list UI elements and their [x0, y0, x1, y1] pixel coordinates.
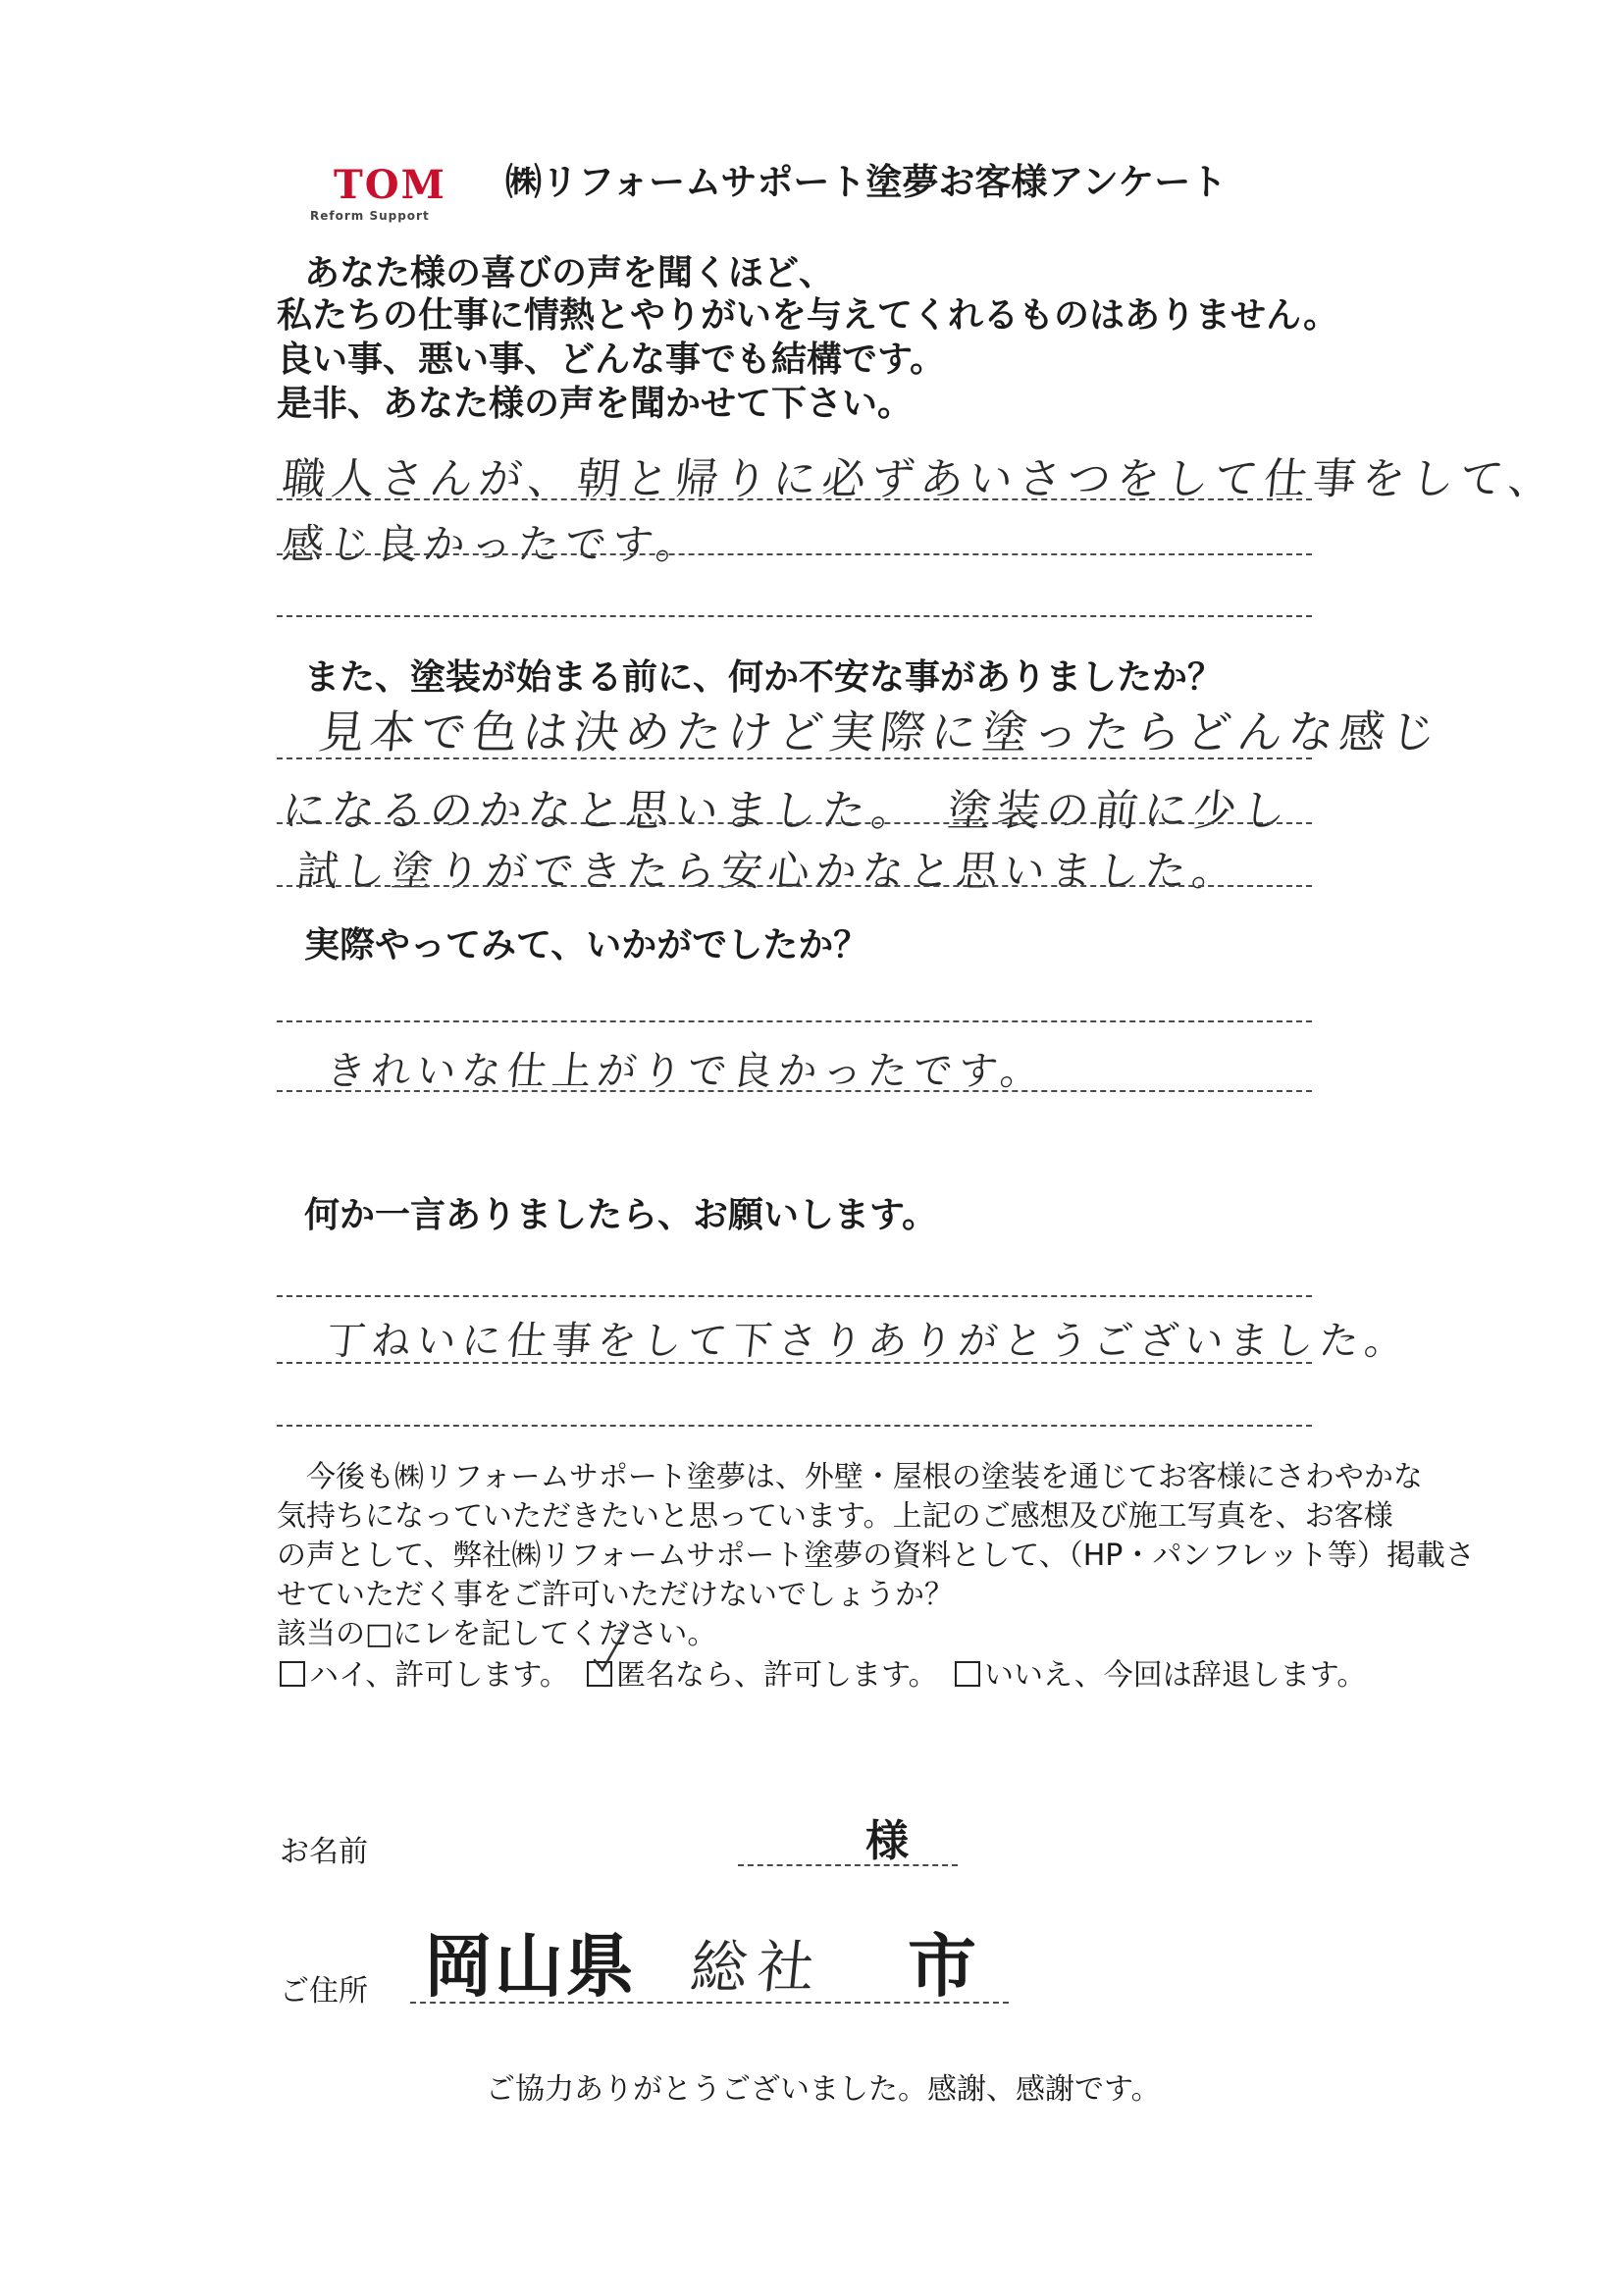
question-4: 何か一言ありましたら、お願いします。 — [304, 1195, 938, 1235]
answer3-rule-2 — [277, 1090, 1312, 1092]
option-decline[interactable] — [955, 1650, 1366, 1694]
answer1-rule-1 — [277, 498, 1312, 500]
answer4-rule-3 — [277, 1425, 1312, 1427]
consent-line-5: 該当の□にレを記してください。 — [277, 1617, 717, 1651]
address-prefecture: 岡山県 — [424, 1926, 636, 2007]
answer2-line-2: になるのかなと思いました。 塗装の前に少し — [280, 786, 1294, 836]
name-suffix: 様 — [865, 1816, 909, 1866]
answer1-rule-3 — [277, 615, 1312, 617]
option-decline-label: いいえ、今回は辞退します。 — [984, 1658, 1367, 1693]
answer1-line-1: 職人さんが、朝と帰りに必ずあいさつをして仕事をして、 — [280, 454, 1560, 504]
logo: TOM — [334, 162, 446, 208]
logo-subtitle: Reform Support — [310, 209, 430, 223]
address-label: ご住所 — [280, 1974, 368, 2009]
answer4-line-1: 丁ねいに仕事をして下さりありがとうございました。 — [324, 1319, 1413, 1364]
answer2-rule-3 — [277, 885, 1312, 887]
option-yes-label: ハイ、許可します。 — [309, 1658, 569, 1693]
option-anonymous[interactable] — [587, 1650, 938, 1694]
intro-line-3: 良い事、悪い事、どんな事でも結構です。 — [277, 339, 946, 380]
intro-line-4: 是非、あなた様の声を聞かせて下さい。 — [277, 384, 914, 424]
answer4-rule-2 — [277, 1362, 1312, 1364]
answer2-rule-1 — [277, 757, 1312, 759]
intro-line-1: あなた様の喜びの声を聞くほど、 — [304, 253, 835, 293]
consent-line-1: 今後も㈱リフォームサポート塗夢は、外壁・屋根の塗装を通じてお客様にさわやかな — [306, 1460, 1423, 1494]
intro-line-2: 私たちの仕事に情熱とやりがいを与えてくれるものはありません。 — [277, 295, 1339, 336]
page-title: ㈱リフォームサポート塗夢お客様アンケート — [505, 161, 1228, 203]
address-underline — [410, 2002, 1009, 2004]
answer2-line-1: 見本で色は決めたけど実際に塗ったらどんな感じ — [316, 705, 1444, 758]
option-decline-checkbox[interactable] — [955, 1661, 980, 1687]
address-suffix: 市 — [908, 1926, 976, 2007]
address-city: 総社 — [687, 1934, 828, 2001]
question-2: また、塗装が始まる前に、何か不安な事がありましたか？ — [304, 657, 1224, 698]
answer2-line-3: 試し塗りができたら安心かなと思いました。 — [294, 847, 1242, 895]
consent-line-2: 気持ちになっていただきたいと思っています。上記のご感想及び施工写真を、お客様 — [277, 1499, 1393, 1534]
answer3-rule-1 — [277, 1020, 1312, 1022]
answer4-rule-1 — [277, 1295, 1312, 1297]
consent-line-4: せていただく事をご許可いただけないでしょうか？ — [277, 1578, 954, 1612]
option-anonymous-label: 匿名なら、許可します。 — [616, 1658, 938, 1693]
answer1-rule-2 — [277, 553, 1312, 555]
footer-thanks: ご協力ありがとうございました。感謝、感謝です。 — [486, 2072, 1161, 2107]
option-yes-checkbox[interactable] — [280, 1661, 305, 1687]
answer1-line-2: 感じ良かったです。 — [280, 520, 706, 568]
name-underline — [738, 1864, 958, 1866]
option-yes[interactable] — [280, 1650, 569, 1694]
answer2-rule-2 — [277, 822, 1312, 824]
answer3-line-1: きれいな仕上がりで良かったです。 — [324, 1049, 1048, 1094]
consent-line-3: の声として、弊社㈱リフォームサポート塗夢の資料として、（HP・パンフレット等）掲載さ — [277, 1539, 1475, 1573]
question-3: 実際やってみて、いかがでしたか？ — [304, 925, 869, 965]
check-mark-icon — [589, 1621, 632, 1676]
name-label: お名前 — [280, 1835, 368, 1869]
